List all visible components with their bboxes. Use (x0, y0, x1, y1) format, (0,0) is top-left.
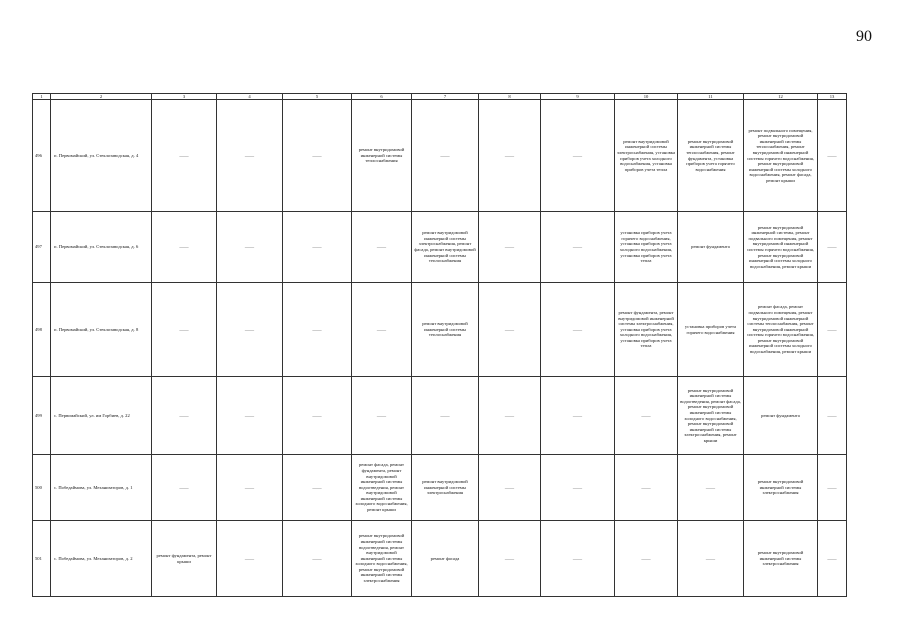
table-cell: ремонт внутридомовой инженерной системы электроснабжения, ремонт фасада, ремонт внутридомовой инженерной системы теплоснабжения (412, 212, 479, 283)
column-header: 13 (818, 94, 847, 100)
column-header: 7 (412, 94, 479, 100)
table-cell: ремонт внутридомовой инженерной системы теплоснабжения, ремонт фундамента, установка приборов учета горячего водоснабжения (678, 100, 744, 212)
table-cell: —— (615, 521, 678, 597)
table-cell: ремонт фундамента, ремонт внутридомовой инженерной системы электроснабжения, установка приборов учета холодного водоснабжения, установка приборов учета тепла (615, 283, 678, 377)
table-cell: ремонт фундамента (678, 212, 744, 283)
table-cell: —— (541, 521, 615, 597)
table-row (33, 100, 847, 212)
table-cell: —— (479, 521, 541, 597)
address-cell: с. Первомайский, ул. им Горбиев, д. 22 (51, 377, 152, 455)
column-header: 11 (678, 94, 744, 100)
table-cell: ремонт внутридомовой инженерной системы теплоснабжения (412, 283, 479, 377)
column-header: 2 (51, 94, 152, 100)
table-cell: —— (818, 100, 847, 212)
table-cell: установка приборов учета горячего водоснабжения, установка приборов учета холодного водоснабжения, установка приборов учета тепла (615, 212, 678, 283)
column-header: 10 (615, 94, 678, 100)
column-header: 6 (352, 94, 412, 100)
table-cell: —— (217, 455, 283, 521)
table-cell: —— (283, 283, 352, 377)
table-cell: —— (152, 377, 217, 455)
table-cell: —— (479, 212, 541, 283)
table-cell: —— (283, 100, 352, 212)
table-cell: —— (541, 455, 615, 521)
table-cell: ремонт фасада (412, 521, 479, 597)
table-row (33, 521, 847, 597)
table-cell: —— (818, 283, 847, 377)
table-cell: —— (818, 455, 847, 521)
table-cell: —— (152, 283, 217, 377)
table-cell: —— (217, 521, 283, 597)
table-cell: —— (152, 100, 217, 212)
table-cell: —— (479, 100, 541, 212)
table-cell: —— (152, 455, 217, 521)
table-cell: —— (818, 212, 847, 283)
column-header: 1 (33, 94, 51, 100)
column-header: 8 (479, 94, 541, 100)
table-row (33, 283, 847, 377)
address-cell: п. Первомайский, ул. Стеклозаводская, д. 4 (51, 100, 152, 212)
column-header: 12 (744, 94, 818, 100)
table-cell: ремонт внутридомовой инженерной системы водоотведения, ремонт внутридомовой инженерной системы холодного водоснабжения, ремонт внутридомовой инженерной системы электроснабжения (352, 521, 412, 597)
table-cell: —— (412, 377, 479, 455)
table-cell: ремонт внутридомовой инженерной системы электроснабжения (744, 455, 818, 521)
table-cell: —— (352, 212, 412, 283)
row-number: 498 (33, 283, 51, 377)
table-cell: —— (541, 377, 615, 455)
page-number: 90 (856, 28, 872, 45)
table-cell: ремонт фундамента, ремонт крыши (152, 521, 217, 597)
table-cell: ремонт внутридомовой инженерной системы водоотведения, ремонт фасада, ремонт внутридомовой инженерной системы холодного водоснабжения, ремонт внутридомовой инженерной системы электроснабжения, ремонт крыши (678, 377, 744, 455)
row-number: 497 (33, 212, 51, 283)
address-cell: п. Первомайский, ул. Стеклозаводская, д. 6 (51, 212, 152, 283)
table-cell: —— (541, 100, 615, 212)
table-cell: —— (541, 212, 615, 283)
table-cell: —— (615, 455, 678, 521)
table-cell: —— (352, 283, 412, 377)
table-cell: —— (217, 212, 283, 283)
table-cell: ремонт внутридомовой инженерной системы электроснабжения (412, 455, 479, 521)
table-cell: ремонт внутридомовой инженерной системы, ремонт подвального помещения, ремонт внутридомовой инженерной системы горячего водоснабжения, ремонт внутридомовой инженерной системы холодного водоснабжения, ремонт крыши (744, 212, 818, 283)
row-number: 496 (33, 100, 51, 212)
table-cell: ремонт подвального помещения, ремонт внутридомовой инженерной системы теплоснабжения, ремонт внутридомовой инженерной системы горячего водоснабжения, ремонт внутридомовой инженерной системы холодного водоснабжения, ремонт фасада, ремонт крыши (744, 100, 818, 212)
table-cell: —— (352, 377, 412, 455)
repair-schedule-table (32, 93, 847, 597)
address-cell: с. Победаймова, ул. Механизаторов, д. 2 (51, 521, 152, 597)
table-cell: —— (818, 521, 847, 597)
address-cell: п. Первомайский, ул. Стеклозаводская, д. 8 (51, 283, 152, 377)
table-cell: ремонт внутридомовой инженерной системы электроснабжения (744, 521, 818, 597)
table-cell: ремонт фундамента (744, 377, 818, 455)
table-row (33, 212, 847, 283)
table-cell: —— (283, 377, 352, 455)
column-header: 4 (217, 94, 283, 100)
table-cell: —— (678, 455, 744, 521)
table-cell: —— (217, 377, 283, 455)
table-cell: —— (818, 377, 847, 455)
table-cell: —— (678, 521, 744, 597)
table-cell: —— (479, 283, 541, 377)
column-header: 5 (283, 94, 352, 100)
table-row (33, 455, 847, 521)
table-cell: —— (283, 455, 352, 521)
row-number: 501 (33, 521, 51, 597)
table-cell: —— (615, 377, 678, 455)
table-cell: —— (217, 283, 283, 377)
table-cell: —— (479, 377, 541, 455)
table-row (33, 377, 847, 455)
table-cell: —— (217, 100, 283, 212)
table-cell: ремонт внутридомовой инженерной системы теплоснабжения (352, 100, 412, 212)
table-cell: установка приборов учета горячего водоснабжения (678, 283, 744, 377)
table-cell: —— (283, 212, 352, 283)
table-cell: —— (152, 212, 217, 283)
column-header: 9 (541, 94, 615, 100)
table-cell: —— (479, 455, 541, 521)
column-header: 3 (152, 94, 217, 100)
table-cell: ремонт фасада, ремонт фундамента, ремонт внутридомовой инженерной системы водоотведения, ремонт внутридомовой инженерной системы холодного водоснабжения, ремонт крыши (352, 455, 412, 521)
table-cell: —— (541, 283, 615, 377)
table-cell: ремонт фасада, ремонт подвального помещения, ремонт внутридомовой инженерной системы теплоснабжения, ремонт внутридомовой инженерной системы горячего водоснабжения, ремонт внутридомовой инженерной системы холодного водоснабжения, ремонт крыши (744, 283, 818, 377)
row-number: 500 (33, 455, 51, 521)
table-cell: —— (412, 100, 479, 212)
table-cell: ремонт внутридомовой инженерной системы электроснабжения, установка приборов учета холодного водоснабжения, установка приборов учета тепла (615, 100, 678, 212)
table-cell: —— (283, 521, 352, 597)
row-number: 499 (33, 377, 51, 455)
address-cell: с. Победаймова, ул. Механизаторов, д. 1 (51, 455, 152, 521)
